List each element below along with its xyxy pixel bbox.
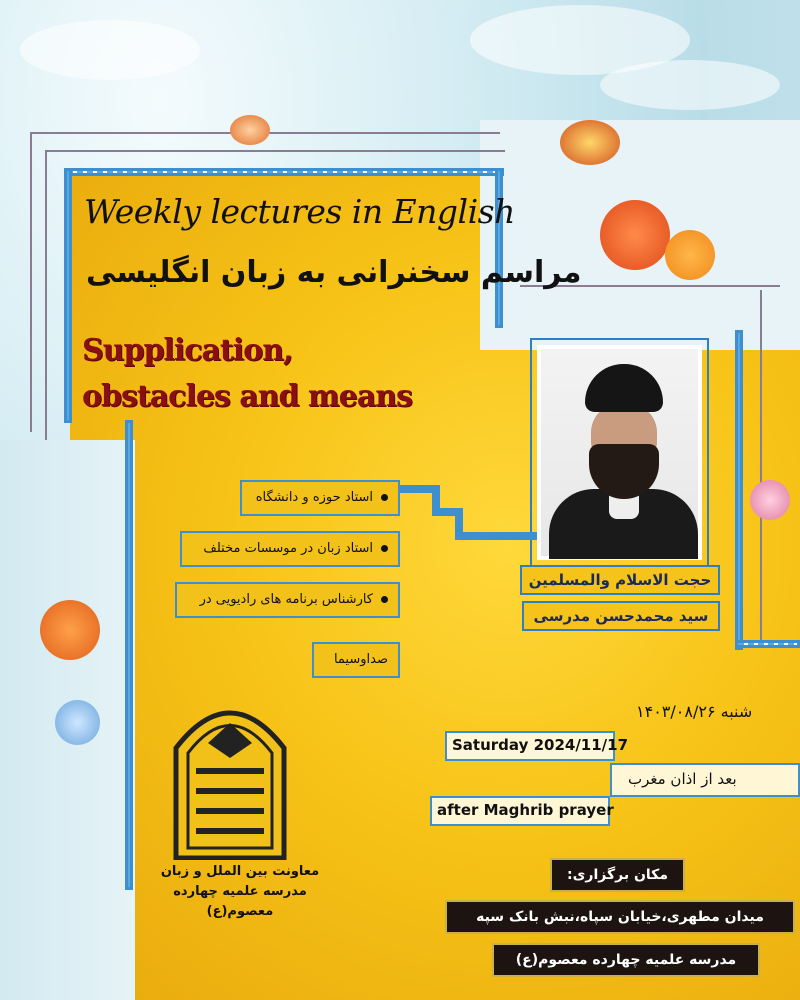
blue-border (735, 330, 743, 650)
speaker-title: حجت الاسلام والمسلمین (520, 565, 720, 595)
flower-decoration (40, 600, 100, 660)
flower-decoration (750, 480, 790, 520)
venue-address: میدان مطهری،خیابان سپاه،نبش بانک سپه (445, 900, 795, 934)
connector (455, 532, 537, 540)
bio-item (180, 531, 400, 567)
subtitle (82, 328, 412, 420)
flower-decoration (665, 230, 715, 280)
date-english: Saturday 2024/11/17 (452, 736, 629, 754)
frame-line (45, 150, 47, 440)
department-line-1: معاونت بین الملل و زبان (160, 864, 320, 879)
blue-border (125, 420, 133, 890)
subtitle-line-2: obstacles and means (82, 379, 412, 414)
bullet-icon (381, 494, 388, 501)
time-persian: بعد از اذان مغرب (628, 770, 737, 788)
title-persian: مراسم سخنرانی به زبان انگلیسی (86, 255, 582, 290)
blue-border (64, 168, 72, 423)
bio-text: کارشناس برنامه های رادیویی در (199, 592, 373, 607)
date-persian: شنبه ۱۴۰۳/۰۸/۲۶ (636, 702, 753, 721)
flower-decoration (230, 115, 270, 145)
title-english: Weekly lectures in English (84, 192, 515, 231)
bio-item (240, 480, 400, 516)
cloud-decoration (600, 60, 780, 110)
department-line-2: مدرسه علمیه چهارده معصوم(ع) (173, 884, 307, 919)
bird-decoration (560, 120, 620, 165)
flower-decoration (600, 200, 670, 270)
cloud-decoration (20, 20, 200, 80)
speaker-photo (537, 345, 702, 560)
venue-school: مدرسه علمیه چهارده معصوم(ع) (492, 943, 760, 977)
school-logo (168, 688, 292, 860)
bio-text: استاد زبان در موسسات مختلف (203, 541, 373, 556)
bullet-icon (381, 596, 388, 603)
bio-item (175, 582, 400, 618)
bullet-icon (381, 545, 388, 552)
bio-text: صداوسیما (333, 652, 388, 667)
department (140, 862, 340, 922)
frame-line (45, 150, 505, 152)
frame-line (30, 132, 32, 432)
time-english: after Maghrib prayer (437, 801, 614, 819)
bio-item (312, 642, 400, 678)
blue-border (64, 168, 504, 176)
frame-line (760, 290, 762, 640)
venue-label: مکان برگزاری: (550, 858, 685, 892)
photo-turban (585, 364, 663, 412)
flower-decoration (55, 700, 100, 745)
bio-text: استاد حوزه و دانشگاه (255, 490, 373, 505)
speaker-name: سید محمدحسن مدرسی (522, 601, 720, 631)
subtitle-line-1: Supplication, (82, 333, 293, 368)
blue-border (735, 640, 800, 648)
